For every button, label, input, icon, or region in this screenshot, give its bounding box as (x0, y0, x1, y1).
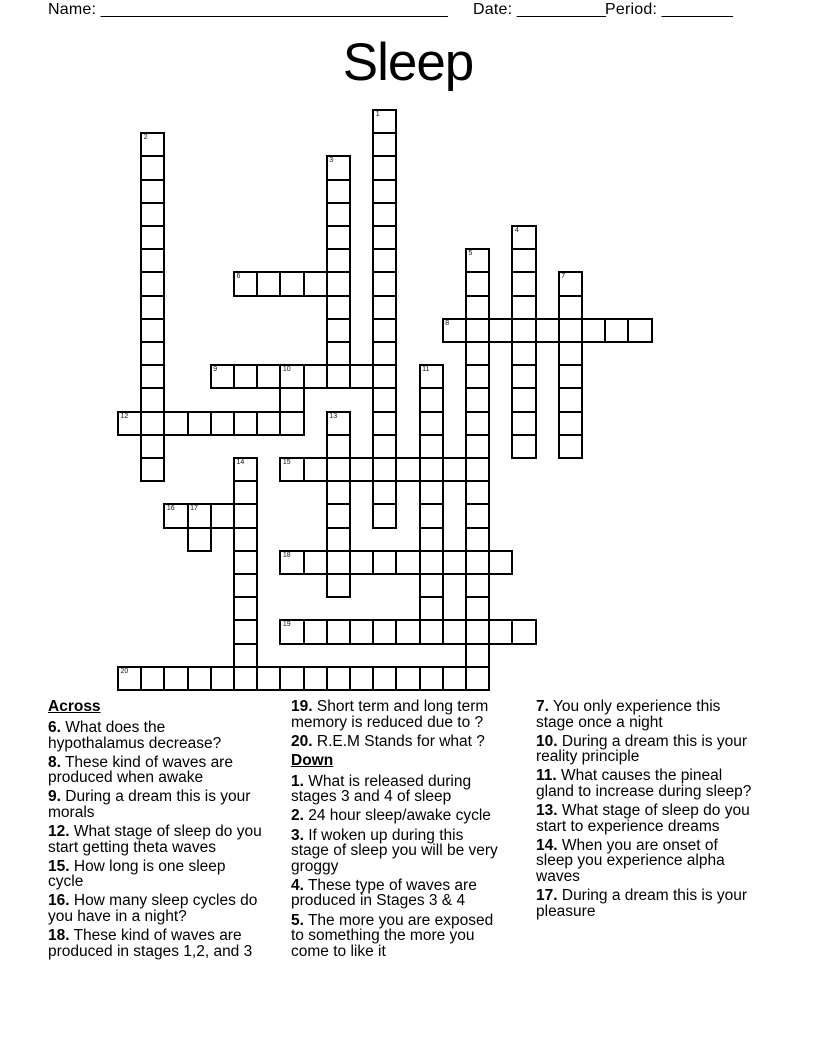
grid-cell[interactable] (233, 666, 258, 691)
grid-cell[interactable] (326, 527, 351, 552)
grid-cell[interactable] (140, 318, 165, 343)
clue-number-label: 3 (329, 157, 334, 165)
grid-cell[interactable] (326, 411, 351, 436)
grid-cell[interactable] (558, 364, 583, 389)
grid-cell[interactable] (581, 318, 606, 343)
clue-column-middle (291, 699, 535, 963)
clue-item-15: 15. How long is one sleep cycle (48, 857, 226, 891)
grid-cell[interactable] (140, 132, 165, 157)
grid-cell[interactable] (326, 364, 351, 389)
down-heading: Down (291, 751, 334, 769)
grid-cell[interactable] (488, 318, 513, 343)
grid-cell[interactable] (558, 318, 583, 343)
grid-cell[interactable] (372, 434, 397, 459)
grid-cell[interactable] (372, 295, 397, 320)
clue-item-14: 14. When you are onset of sleep you experience alpha waves (536, 836, 725, 885)
clue-item-19: 19. Short term and long term memory is reduced due to ? (291, 698, 489, 731)
grid-cell[interactable] (372, 503, 397, 528)
clue-number-label: 4 (514, 227, 519, 234)
period-label: Period: (605, 1, 658, 18)
clue-number: 6. (48, 719, 61, 736)
clue-number: 3. (291, 826, 304, 844)
clue-item-2: 2. 24 hour sleep/awake cycle (291, 807, 491, 825)
grid-cell[interactable] (465, 434, 490, 459)
clue-number: 9. (48, 788, 61, 806)
clue-number-label: 13 (329, 412, 338, 420)
grid-cell[interactable] (256, 364, 281, 389)
grid-cell[interactable] (256, 666, 281, 691)
grid-cell[interactable] (140, 434, 165, 459)
grid-cell[interactable] (233, 527, 258, 552)
grid-cell[interactable] (372, 179, 397, 204)
grid-cell[interactable] (465, 387, 490, 412)
clue-item-5: 5. The more you are exposed to something the more you come to like it (291, 911, 494, 960)
grid-cell[interactable] (511, 364, 536, 389)
clue-number-label: 11 (422, 366, 430, 374)
grid-cell[interactable] (419, 573, 444, 598)
grid-cell[interactable] (488, 550, 513, 575)
grid-cell[interactable] (163, 666, 188, 691)
grid-cell[interactable] (326, 179, 351, 204)
clue-item-12: 12. What stage of sleep do you start getting theta waves (48, 823, 262, 856)
grid-cell[interactable] (210, 503, 235, 528)
grid-cell[interactable] (511, 295, 536, 320)
grid-cell[interactable] (140, 341, 165, 366)
grid-cell[interactable] (511, 387, 536, 412)
grid-cell[interactable] (326, 550, 351, 575)
clue-number-label: 19 (282, 621, 291, 629)
clue-number: 1. (291, 772, 304, 790)
grid-cell[interactable] (233, 364, 258, 389)
period-blank-line[interactable]: ________ (661, 1, 733, 18)
grid-cell[interactable] (326, 225, 351, 250)
grid-cell[interactable] (395, 619, 420, 644)
grid-cell[interactable] (419, 480, 444, 505)
clue-number-label: 17 (190, 505, 198, 513)
grid-cell[interactable] (233, 550, 258, 575)
clue-number-label: 10 (282, 366, 291, 374)
grid-cell[interactable] (187, 503, 212, 528)
grid-cell[interactable] (372, 480, 397, 505)
clue-item-9: 9. During a dream this is your morals (48, 788, 251, 821)
grid-cell[interactable] (372, 202, 397, 227)
grid-cell[interactable] (372, 550, 397, 575)
grid-cell[interactable] (372, 387, 397, 412)
grid-cell[interactable] (140, 155, 165, 180)
clue-item-18: 18. These kind of waves are produced in stages 1,2, and 3 (48, 927, 253, 960)
clue-number: 12. (48, 823, 70, 841)
clue-number: 5. (291, 911, 304, 929)
grid-cell[interactable] (419, 457, 444, 482)
grid-cell[interactable] (372, 666, 397, 691)
grid-cell[interactable] (372, 271, 397, 296)
grid-cell[interactable] (558, 387, 583, 412)
grid-cell[interactable] (511, 318, 536, 343)
grid-cell[interactable] (511, 434, 536, 459)
grid-cell[interactable] (303, 619, 328, 644)
grid-cell[interactable] (140, 271, 165, 296)
grid-cell[interactable] (465, 457, 490, 482)
grid-cell[interactable] (279, 387, 304, 412)
grid-cell[interactable] (233, 596, 258, 621)
grid-cell[interactable] (442, 457, 467, 482)
grid-cell[interactable] (140, 179, 165, 204)
clue-number: 17. (536, 887, 558, 905)
grid-cell[interactable] (303, 271, 328, 296)
grid-cell[interactable] (256, 411, 281, 436)
clue-number-label: 20 (120, 667, 129, 675)
grid-cell[interactable] (187, 666, 212, 691)
clue-item-16: 16. How many sleep cycles do you have in a night? (48, 892, 258, 926)
grid-cell[interactable] (279, 271, 304, 296)
grid-cell[interactable] (465, 364, 490, 389)
grid-cell[interactable] (419, 387, 444, 412)
grid-cell[interactable] (326, 155, 351, 180)
clue-number-label: 1 (375, 111, 380, 118)
clue-item-4: 4. These type of waves are produced in Stages 3 & 4 (291, 876, 477, 910)
grid-cell[interactable] (349, 666, 374, 691)
clue-item-13: 13. What stage of sleep do you start to experience dreams (536, 802, 750, 835)
grid-cell[interactable] (163, 411, 188, 436)
clue-number-label: 18 (282, 551, 291, 559)
grid-cell[interactable] (511, 248, 536, 273)
grid-cell[interactable] (465, 480, 490, 505)
clue-number: 7. (536, 698, 549, 715)
grid-cell[interactable] (303, 550, 328, 575)
clue-number: 2. (291, 807, 304, 825)
grid-cell[interactable] (372, 109, 397, 134)
grid-cell[interactable] (140, 202, 165, 227)
grid-cell[interactable] (419, 411, 444, 436)
clue-number: 10. (536, 732, 558, 750)
clue-item-20: 20. R.E.M Stands for what ? (291, 732, 485, 750)
grid-cell[interactable] (233, 457, 258, 482)
grid-cell[interactable] (419, 666, 444, 691)
grid-cell[interactable] (279, 619, 304, 644)
grid-cell[interactable] (465, 573, 490, 598)
clue-number-label: 2 (143, 134, 148, 142)
grid-cell[interactable] (419, 550, 444, 575)
grid-cell[interactable] (419, 527, 444, 552)
grid-cell[interactable] (442, 318, 467, 343)
grid-cell[interactable] (372, 132, 397, 157)
grid-cell[interactable] (419, 364, 444, 389)
across-heading: Across (48, 698, 101, 715)
clue-item-8: 8. These kind of waves are produced when awake (48, 753, 233, 787)
grid-cell[interactable] (465, 527, 490, 552)
crossword-grid (117, 109, 677, 691)
grid-cell[interactable] (372, 318, 397, 343)
grid-cell[interactable] (488, 619, 513, 644)
period-field (605, 1, 733, 19)
grid-cell[interactable] (140, 248, 165, 273)
grid-cell[interactable] (465, 550, 490, 575)
grid-cell[interactable] (627, 318, 652, 343)
grid-cell[interactable] (465, 643, 490, 668)
grid-cell[interactable] (233, 619, 258, 644)
clue-number-label: 7 (561, 273, 566, 281)
grid-cell[interactable] (210, 666, 235, 691)
grid-cell[interactable] (233, 573, 258, 598)
clue-number-label: 8 (445, 319, 450, 327)
grid-cell[interactable] (511, 225, 536, 250)
grid-cell[interactable] (233, 503, 258, 528)
clue-number-label: 12 (120, 412, 129, 420)
grid-cell[interactable] (117, 666, 142, 691)
date-field (473, 1, 606, 19)
grid-cell[interactable] (140, 387, 165, 412)
grid-cell[interactable] (233, 480, 258, 505)
clue-item-3: 3. If woken up during this stage of sleep you will be very groggy (291, 826, 498, 875)
grid-cell[interactable] (419, 434, 444, 459)
clue-number: 11. (536, 767, 557, 785)
grid-cell[interactable] (140, 666, 165, 691)
grid-cell[interactable] (233, 643, 258, 668)
grid-cell[interactable] (465, 295, 490, 320)
clue-item-7: 7. You only experience this stage once a night (536, 698, 721, 731)
grid-cell[interactable] (372, 411, 397, 436)
grid-cell[interactable] (326, 341, 351, 366)
grid-cell[interactable] (349, 550, 374, 575)
grid-cell[interactable] (210, 364, 235, 389)
grid-cell[interactable] (279, 550, 304, 575)
name-field (48, 1, 448, 19)
grid-cell[interactable] (326, 503, 351, 528)
clue-number: 19. (291, 698, 313, 715)
grid-cell[interactable] (395, 457, 420, 482)
clue-item-1: 1. What is released during stages 3 and 4 of sleep (291, 772, 472, 806)
clue-number-label: 9 (213, 366, 218, 374)
grid-cell[interactable] (465, 341, 490, 366)
grid-cell[interactable] (558, 341, 583, 366)
clue-number: 20. (291, 732, 313, 750)
clue-number-label: 15 (282, 459, 291, 466)
clue-number-label: 16 (166, 505, 175, 513)
clue-number: 14. (536, 836, 558, 854)
grid-cell[interactable] (442, 666, 467, 691)
clue-number: 8. (48, 753, 61, 771)
clue-column-down (536, 699, 810, 923)
grid-cell[interactable] (372, 457, 397, 482)
clue-item-11: 11. What causes the pineal gland to increase during sleep? (536, 767, 752, 800)
clue-item-17: 17. During a dream this is your pleasure (536, 887, 748, 920)
clue-number-label: 5 (468, 250, 473, 258)
grid-cell[interactable] (395, 550, 420, 575)
grid-cell[interactable] (349, 619, 374, 644)
grid-cell[interactable] (326, 619, 351, 644)
grid-cell[interactable] (326, 202, 351, 227)
grid-cell[interactable] (279, 666, 304, 691)
grid-cell[interactable] (372, 619, 397, 644)
clue-column-across (48, 699, 290, 963)
clue-number: 16. (48, 892, 70, 910)
grid-cell[interactable] (558, 295, 583, 320)
grid-cell[interactable] (511, 619, 536, 644)
clue-number: 13. (536, 802, 558, 820)
grid-cell[interactable] (140, 457, 165, 482)
grid-cell[interactable] (465, 411, 490, 436)
grid-cell[interactable] (419, 503, 444, 528)
clue-number: 18. (48, 927, 70, 945)
grid-cell[interactable] (326, 480, 351, 505)
grid-cell[interactable] (326, 248, 351, 273)
clue-item-10: 10. During a dream this is your reality principle (536, 732, 748, 766)
grid-cell[interactable] (349, 457, 374, 482)
grid-cell[interactable] (256, 271, 281, 296)
grid-cell[interactable] (140, 411, 165, 436)
grid-cell[interactable] (442, 619, 467, 644)
grid-cell[interactable] (279, 411, 304, 436)
grid-cell[interactable] (372, 225, 397, 250)
clue-number-label: 14 (236, 459, 245, 466)
grid-cell[interactable] (372, 248, 397, 273)
clue-number: 4. (291, 876, 304, 894)
page-title: Sleep (342, 33, 474, 92)
grid-cell[interactable] (465, 248, 490, 273)
grid-cell[interactable] (326, 318, 351, 343)
grid-cell[interactable] (140, 225, 165, 250)
grid-cell[interactable] (349, 364, 374, 389)
grid-cell[interactable] (140, 295, 165, 320)
grid-cell[interactable] (187, 527, 212, 552)
grid-cell[interactable] (419, 596, 444, 621)
grid-cell[interactable] (465, 596, 490, 621)
grid-cell[interactable] (442, 550, 467, 575)
grid-cell[interactable] (326, 271, 351, 296)
grid-cell[interactable] (326, 295, 351, 320)
grid-cell[interactable] (326, 573, 351, 598)
date-label: Date: (473, 1, 513, 18)
grid-cell[interactable] (326, 666, 351, 691)
grid-cell[interactable] (558, 434, 583, 459)
grid-cell[interactable] (187, 411, 212, 436)
clue-number: 15. (48, 857, 70, 875)
grid-cell[interactable] (511, 271, 536, 296)
grid-cell[interactable] (279, 457, 304, 482)
grid-cell[interactable] (465, 271, 490, 296)
grid-cell[interactable] (233, 271, 258, 296)
grid-cell[interactable] (117, 411, 142, 436)
grid-cell[interactable] (326, 457, 351, 482)
grid-cell[interactable] (303, 666, 328, 691)
grid-cell[interactable] (395, 666, 420, 691)
grid-cell[interactable] (511, 411, 536, 436)
grid-cell[interactable] (604, 318, 629, 343)
clue-number-label: 6 (236, 273, 241, 281)
grid-cell[interactable] (279, 364, 304, 389)
grid-cell[interactable] (140, 364, 165, 389)
grid-cell[interactable] (535, 318, 560, 343)
grid-cell[interactable] (326, 434, 351, 459)
grid-cell[interactable] (558, 411, 583, 436)
date-blank-line[interactable]: __________ (516, 1, 606, 18)
name-blank-line[interactable]: _______________________________________ (100, 1, 448, 18)
grid-cell[interactable] (558, 271, 583, 296)
grid-cell[interactable] (210, 411, 235, 436)
name-label: Name: (48, 1, 97, 18)
grid-cell[interactable] (163, 503, 188, 528)
grid-cell[interactable] (372, 155, 397, 180)
grid-cell[interactable] (465, 318, 490, 343)
grid-cell[interactable] (511, 341, 536, 366)
grid-cell[interactable] (303, 364, 328, 389)
clue-item-6: 6. What does the hypothalamus decrease? (48, 719, 222, 752)
grid-cell[interactable] (465, 666, 490, 691)
grid-cell[interactable] (372, 341, 397, 366)
grid-cell[interactable] (465, 503, 490, 528)
grid-cell[interactable] (372, 364, 397, 389)
grid-cell[interactable] (303, 457, 328, 482)
grid-cell[interactable] (419, 619, 444, 644)
grid-cell[interactable] (233, 411, 258, 436)
grid-cell[interactable] (465, 619, 490, 644)
